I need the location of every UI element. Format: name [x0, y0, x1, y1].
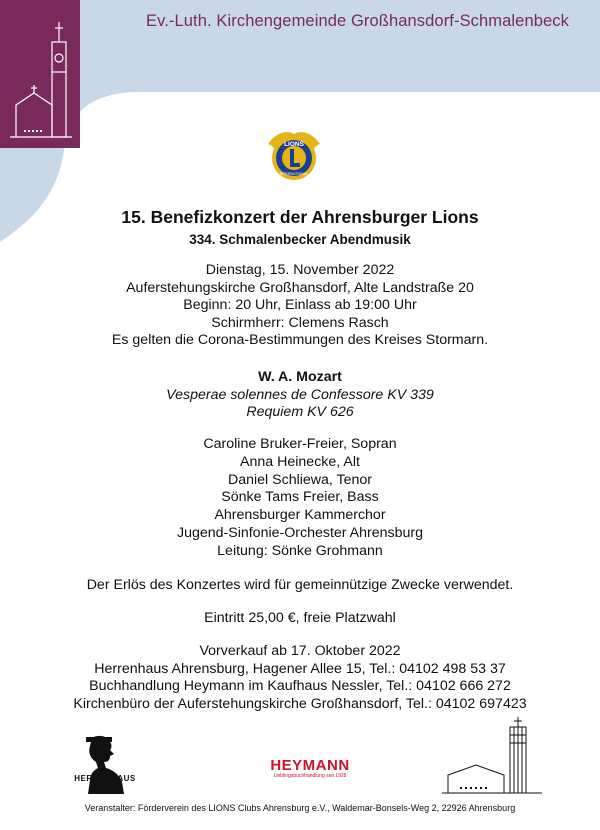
header-blue-swoosh: [0, 0, 600, 242]
performer: Leitung: Sönke Grohmann: [217, 542, 383, 559]
event-date: Dienstag, 15. November 2022: [205, 262, 395, 278]
presale-location: Kirchenbüro der Auferstehungskirche Großhansdorf, Tel.: 04102 697423: [73, 695, 527, 712]
heymann-logo: HEYMANN: [270, 757, 350, 774]
presale-info: [0, 643, 600, 713]
performer: Caroline Bruker-Freier, Sopran: [203, 436, 397, 452]
concert-title: 15. Benefizkonzert der Ahrensburger Lions: [121, 207, 479, 227]
performer: Daniel Schliewa, Tenor: [227, 471, 373, 488]
herrenhaus-sub: AHRENSBURG: [89, 784, 121, 789]
header-purple-block: [0, 0, 80, 148]
performer: Anna Heinecke, Alt: [240, 453, 360, 470]
proceeds-note: Der Erlös des Konzertes wird für gemeinnützige Zwecke verwendet.: [86, 577, 514, 593]
lions-logo-top-text: LIONS: [284, 141, 304, 148]
event-patron: Schirmherr: Clemens Rasch: [211, 314, 389, 331]
performer: Ahrensburger Kammerchor: [214, 507, 386, 524]
presale-start: Vorverkauf ab 17. Oktober 2022: [199, 643, 401, 659]
program: [0, 369, 600, 422]
program-work: Vesperae solennes de Confessore KV 339: [166, 386, 434, 403]
presale-location: Buchhandlung Heymann im Kaufhaus Nessler, Tel.: 04102 666 272: [89, 678, 511, 695]
performer: Sönke Tams Freier, Bass: [221, 489, 379, 506]
header-title: Ev.-Luth. Kirchengemeinde Großhansdorf-Schmalenbeck: [145, 12, 569, 30]
event-details: [0, 262, 600, 350]
lions-logo-bottom-text: INTERNATIONAL: [279, 172, 309, 176]
program-work: Requiem KV 626: [246, 404, 354, 421]
herrenhaus-logo: [60, 732, 150, 802]
presale-location: Herrenhaus Ahrensburg, Hagener Allee 15, Tel.: 04102 498 53 37: [94, 660, 506, 677]
concert-subtitle: 334. Schmalenbecker Abendmusik: [189, 232, 411, 247]
lions-logo: [262, 124, 326, 188]
program-composer: W. A. Mozart: [258, 369, 342, 385]
herrenhaus-name: HERRENHAUS: [74, 774, 136, 783]
organizer-note: Veranstalter: Förderverein des LIONS Clubs Ahrensburg e.V., Waldemar-Bonsels-Weg 2, 22926 Ahrensburg: [84, 803, 516, 813]
heymann-sub: Lieblingsbuchhandlung seit 1928: [273, 773, 347, 779]
event-time: Beginn: 20 Uhr, Einlass ab 19:00 Uhr: [183, 297, 417, 314]
performer: Jugend-Sinfonie-Orchester Ahrensburg: [176, 524, 424, 541]
performers-list: [0, 436, 600, 561]
event-corona-note: Es gelten die Corona-Bestimmungen des Kreises Stormarn.: [111, 332, 489, 349]
church-drawing-icon: [440, 717, 545, 795]
event-venue: Auferstehungskirche Großhansdorf, Alte Landstraße 20: [126, 279, 474, 296]
entry-price: Eintritt 25,00 €, freie Platzwahl: [204, 610, 396, 626]
